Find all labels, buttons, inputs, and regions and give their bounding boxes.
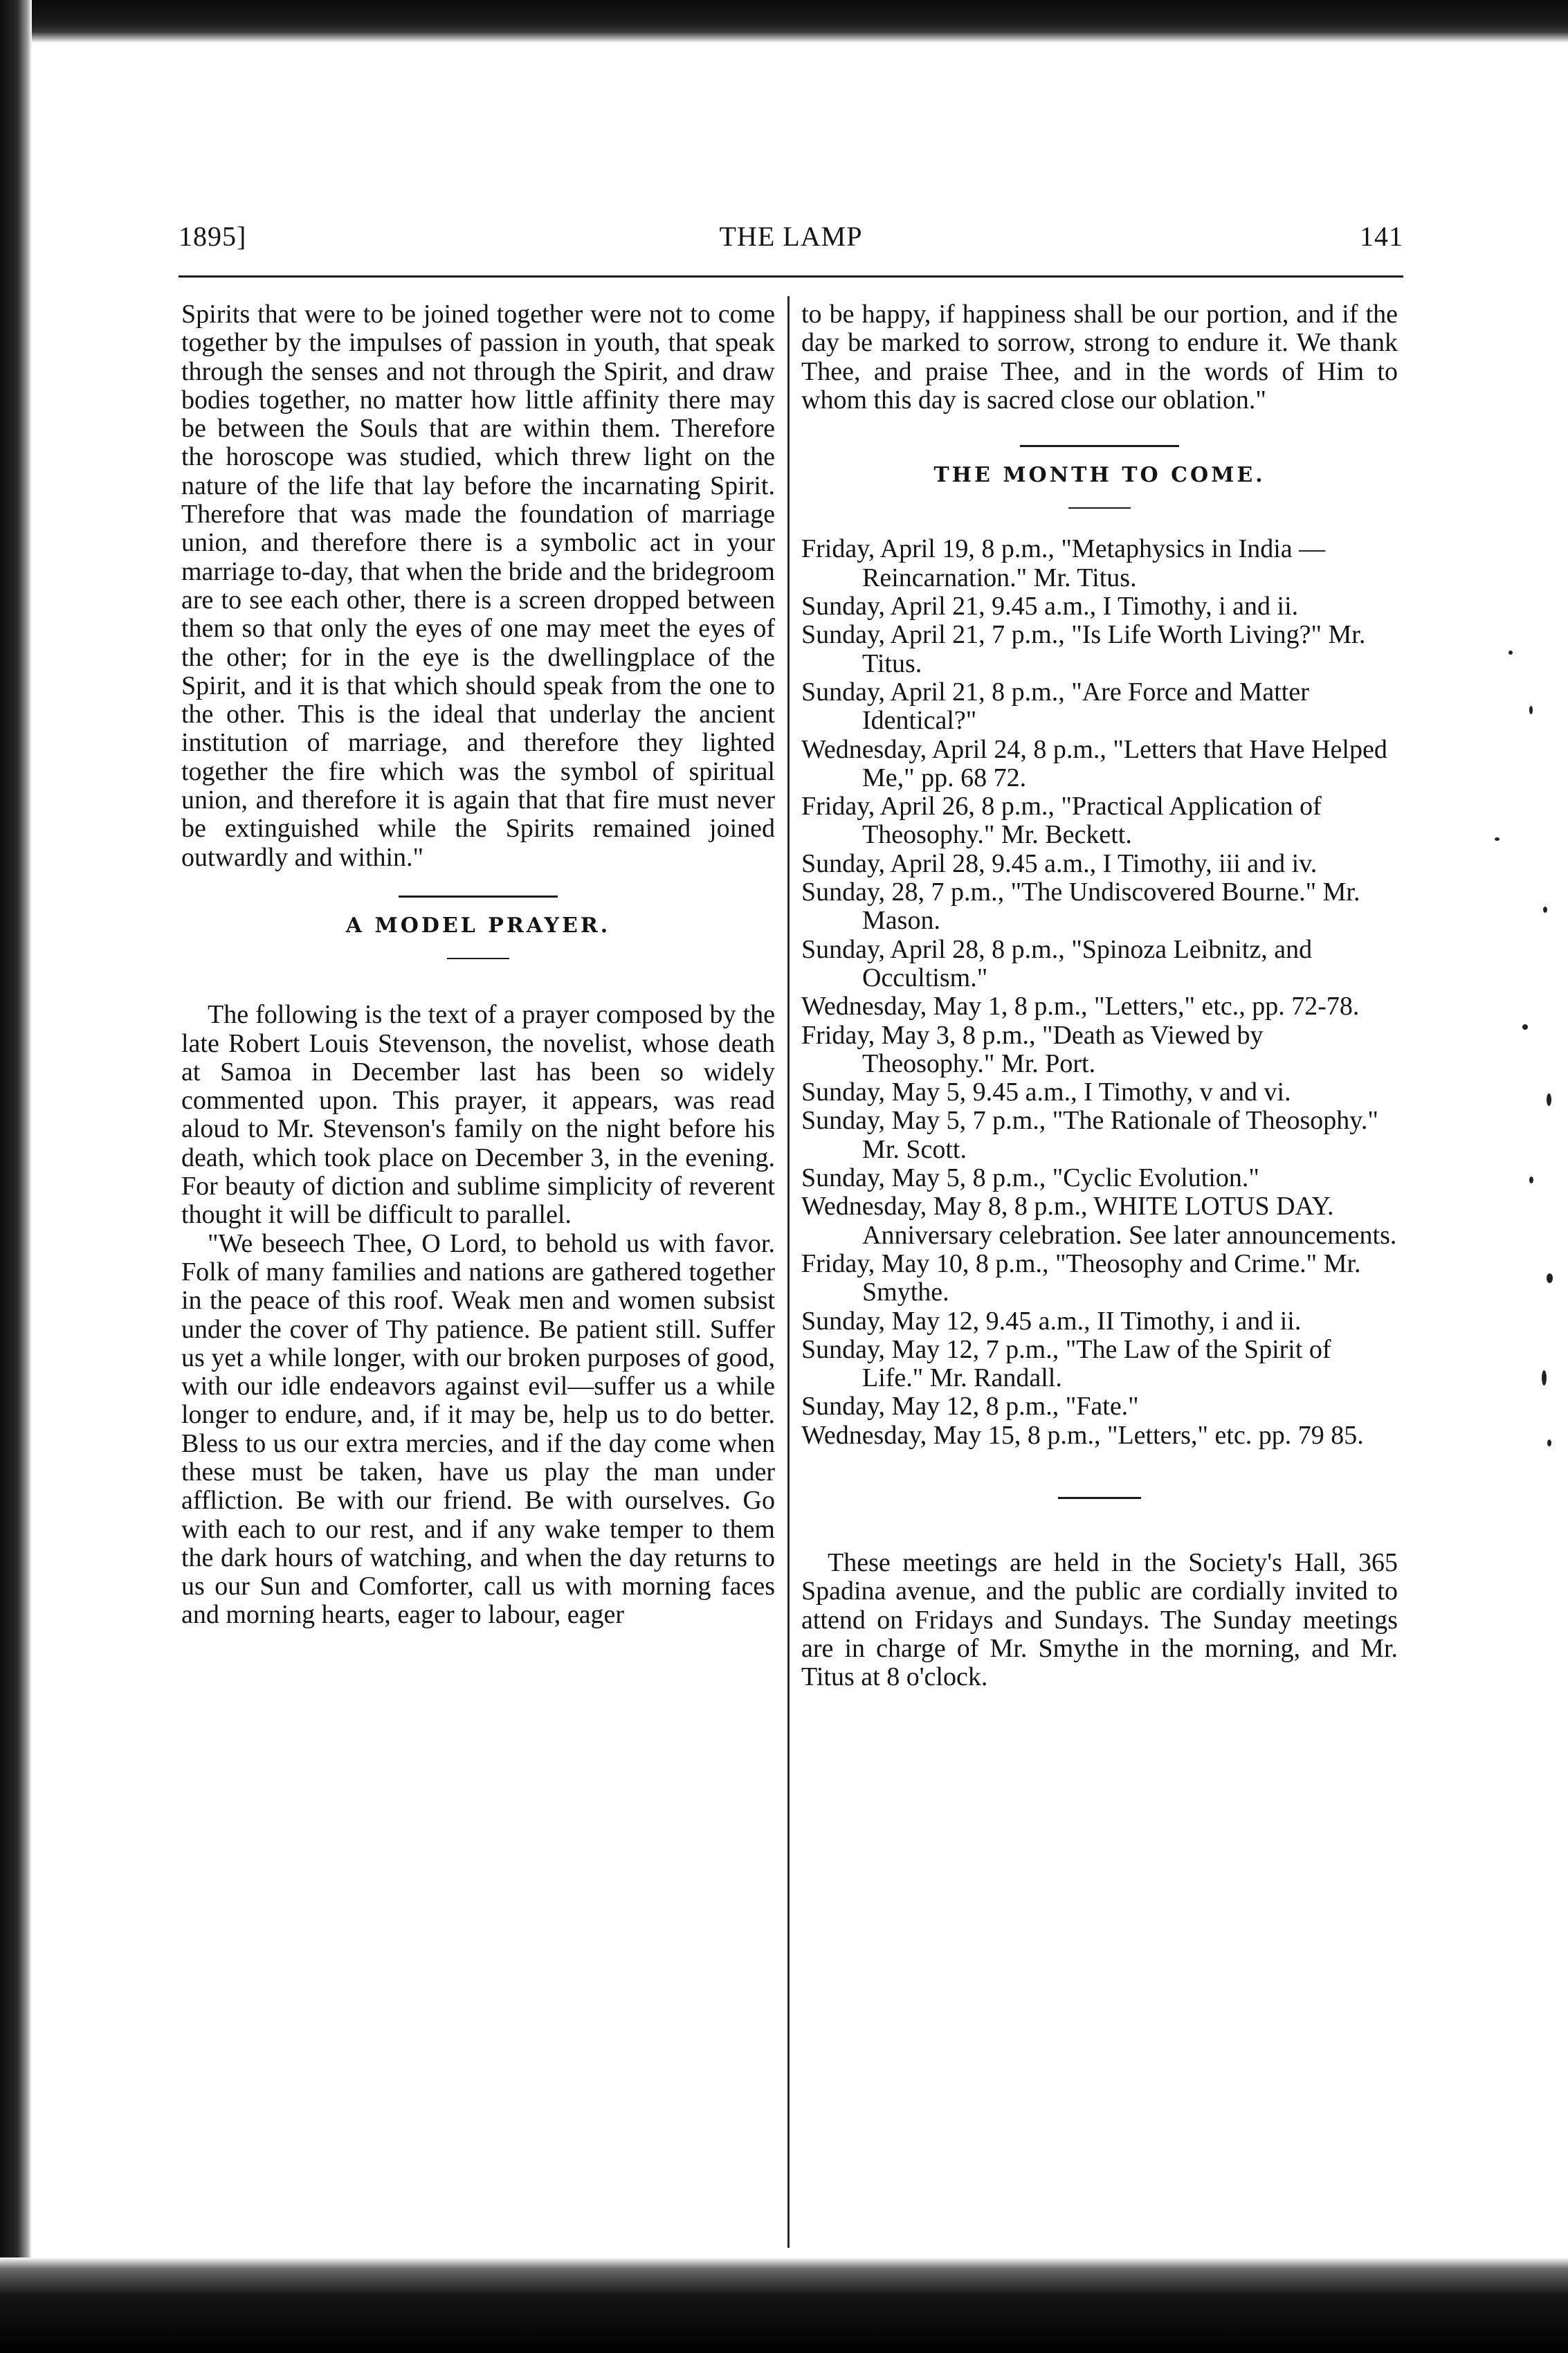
right-column (801, 300, 1398, 1691)
schedule-item: Friday, May 10, 8 p.m., "Theosophy and Crime." Mr. Smythe. (801, 1248, 1361, 1307)
schedule-list (801, 535, 1398, 1450)
schedule-item: Sunday, 28, 7 p.m., "The Undiscovered Bourne." Mr. Mason. (801, 878, 1360, 936)
schedule-item: Friday, April 19, 8 p.m., "Metaphysics in India — Reincarnation." Mr. Titus. (801, 534, 1326, 592)
scan-top-edge (0, 0, 1568, 43)
schedule-item: Sunday, April 21, 9.45 a.m., I Timothy, i and ii. (801, 592, 1299, 621)
meetings-note-paragraph: These meetings are held in the Society's Hall, 365 Spadina avenue, and the public are cordially invited to attend on Fridays and Sundays. The Sunday meetings are in charge of Mr. Smythe in the morning, and Mr. Titus at 8 o'clock. (801, 1547, 1398, 1692)
scan-bottom-edge (0, 2257, 1568, 2353)
margin-specks (1481, 609, 1564, 1509)
schedule-item: Sunday, April 28, 9.45 a.m., I Timothy, iii and iv. (801, 848, 1318, 878)
closing-rule (1058, 1497, 1141, 1499)
left-column (181, 300, 775, 1630)
schedule-item: Friday, April 26, 8 p.m., "Practical Application of Theosophy." Mr. Beckett. (801, 792, 1322, 850)
month-heading: THE MONTH TO COME. (933, 463, 1266, 488)
schedule-item: Sunday, April 21, 8 p.m., "Are Force and Matter Identical?" (801, 677, 1309, 736)
section-rule (1020, 445, 1179, 447)
prayer-heading: A MODEL PRAYER. (345, 913, 611, 938)
schedule-item: Sunday, May 12, 7 p.m., "The Law of the Spirit of Life." Mr. Randall. (801, 1334, 1331, 1393)
header-rule (179, 275, 1403, 278)
marriage-paragraph: Spirits that were to be joined together were not to come together by the impulses of passion in youth, that speak through the senses and not through the Spirit, and draw bodies together, no matter how little affinity there may be between the Souls that are within them. Therefore the horoscope was studied, which threw light on the nature of the life that lay before the incarnating Spirit. Therefore that was made the foundation of marriage union, and therefore there is a symbolic act in your marriage to-day, that when the bride and the bridegroom are to see each other, there is a screen dropped between them so that only the eyes of one may meet the eyes of the other; for in the eye is the dwellingplace of the Spirit, and it is that which should speak from the one to the other. This is the ideal that underlay the ancient institution of marriage, and therefore they lighted together the fire which was the symbol of spiritual union, and therefore it is again that that fire must never be extinguished while the Spirits remained joined outwardly and within." (181, 300, 775, 872)
schedule-item: Wednesday, May 8, 8 p.m., WHITE LOTUS DAY. Anniversary celebration. See later announcements. (801, 1192, 1397, 1250)
schedule-item: Sunday, May 12, 9.45 a.m., II Timothy, i and ii. (801, 1306, 1302, 1336)
schedule-item: Sunday, May 12, 8 p.m., "Fate." (801, 1392, 1139, 1421)
header-title: THE LAMP (719, 221, 863, 252)
scan-left-edge (0, 0, 32, 2353)
schedule-item: Sunday, May 5, 8 p.m., "Cyclic Evolution." (801, 1163, 1259, 1193)
prayer-continued-paragraph: to be happy, if happiness shall be our portion, and if the day be marked to sorrow, strong to endure it. We thank Thee, and praise Thee, and in the words of Him to whom this day is sacred close our oblation." (801, 300, 1398, 415)
schedule-item: Wednesday, May 15, 8 p.m., "Letters," etc. pp. 79 85. (801, 1420, 1364, 1450)
section-rule (399, 896, 558, 898)
page-header (179, 220, 1403, 262)
header-page-number: 141 (1360, 221, 1403, 252)
schedule-item: Friday, May 3, 8 p.m., "Death as Viewed by Theosophy." Mr. Port. (801, 1020, 1264, 1078)
heading-rule (447, 958, 509, 959)
schedule-item: Wednesday, April 24, 8 p.m., "Letters that Have Helped Me," pp. 68 72. (801, 734, 1387, 792)
prayer-text-paragraph: "We beseech Thee, O Lord, to behold us with favor. Folk of many families and nations are gathered together in the peace of this roof. Weak men and women subsist under the cover of Thy patience. Be patient still. Suffer us yet a while longer, with our broken purposes of good, with our idle endeavors against evil—suffer us a while longer to endure, and, if it may be, help us to do better. Bless to us our extra mercies, and if the day come when these must be taken, have us play the man under affliction. Be with our friend. Be with ourselves. Go with each to our rest, and if any wake temper to them the dark hours of watching, and when the day returns to us our Sun and Comforter, call us with morning faces and morning hearts, eager to labour, eager (181, 1228, 775, 1630)
schedule-item: Sunday, April 21, 7 p.m., "Is Life Worth Living?" Mr. Titus. (801, 620, 1366, 678)
column-divider (787, 296, 790, 2248)
header-year: 1895] (179, 221, 247, 252)
prayer-intro-paragraph: The following is the text of a prayer composed by the late Robert Louis Stevenson, the novelist, whose death at Samoa in December last has been so widely commented upon. This prayer, it appears, was read aloud to Mr. Stevenson's family on the night before his death, which took place on December 3, in the evening. For beauty of diction and sublime simplicity of reverent thought it will be difficult to parallel. (181, 1000, 775, 1230)
heading-rule (1068, 507, 1131, 509)
schedule-item: Wednesday, May 1, 8 p.m., "Letters," etc., pp. 72-78. (801, 992, 1360, 1021)
schedule-item: Sunday, April 28, 8 p.m., "Spinoza Leibnitz, and Occultism." (801, 934, 1313, 992)
schedule-item: Sunday, May 5, 7 p.m., "The Rationale of Theosophy." Mr. Scott. (801, 1106, 1378, 1164)
schedule-item: Sunday, May 5, 9.45 a.m., I Timothy, v and vi. (801, 1078, 1291, 1107)
